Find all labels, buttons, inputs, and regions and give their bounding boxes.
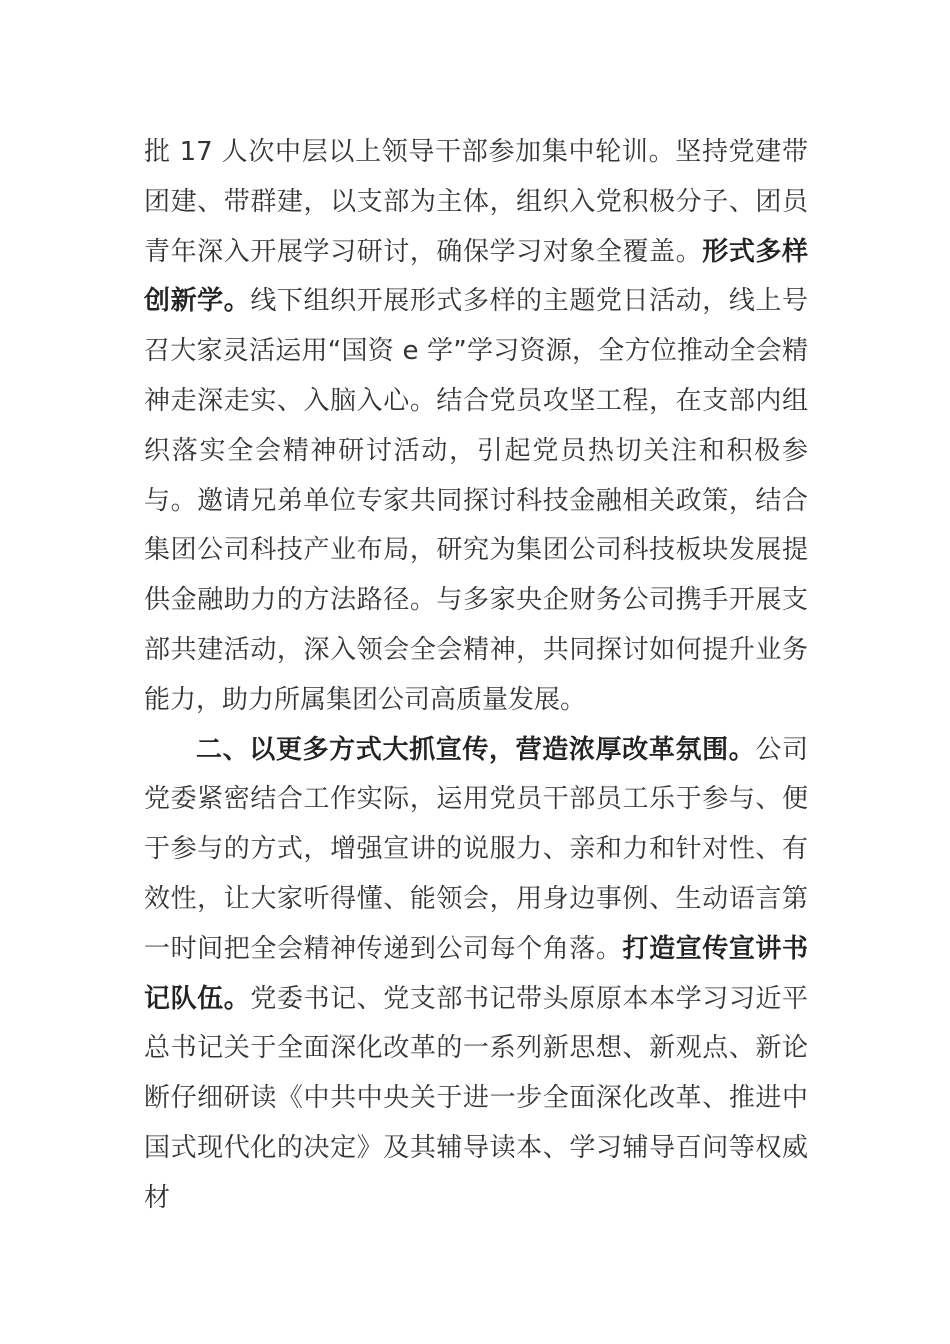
body-text: 公司党委紧密结合工作实际，运用党员干部员工乐于参与、便于参与的方式，增强宣讲的说服力、亲和力和针对性、有效性，让大家听得懂、能领会，用身边事例、生动语言第一时间把全会精神传递到公司每个角落。 <box>144 734 808 964</box>
body-text: 线下组织开展形式多样的主题党日活动，线上号召大家灵活运用“国资 e 学”学习资源，全方位推动全会精神走深走实、入脑入心。结合党员攻坚工程，在支部内组织落实全会精神研讨活动，引起党员热切关注和积极参与。邀请兄弟单位专家共同探讨科技金融相关政策，结合集团公司科技产业布局，研究为集团公司科技板块发展提供金融助力的方法路径。与多家央企财务公司携手开展支部共建活动，深入领会全会精神，共同探讨如何提升业务能力，助力所属集团公司高质量发展。 <box>144 286 808 715</box>
paragraph-continuation <box>144 128 808 726</box>
document-body <box>144 128 808 1224</box>
bold-heading-text: 形式多样创新学。 <box>144 236 808 317</box>
section-heading: 二、以更多方式大抓宣传，营造浓厚改革氛围。 <box>196 734 756 765</box>
paragraph-section-two <box>144 726 808 1224</box>
bold-heading-text: 打造宣传宣讲书记队伍。 <box>144 933 808 1014</box>
body-text: 党委书记、党支部书记带头原原本本学习习近平总书记关于全面深化改革的一系列新思想、新观点、新论断仔细研读《中共中央关于进一步全面深化改革、推进中国式现代化的决定》及其辅导读本、学习辅导百问等权威材 <box>144 983 808 1213</box>
body-text: 批 17 人次中层以上领导干部参加集中轮训。坚持党建带团建、带群建，以支部为主体，组织入党积极分子、团员青年深入开展学习研讨，确保学习对象全覆盖。 <box>144 137 808 267</box>
